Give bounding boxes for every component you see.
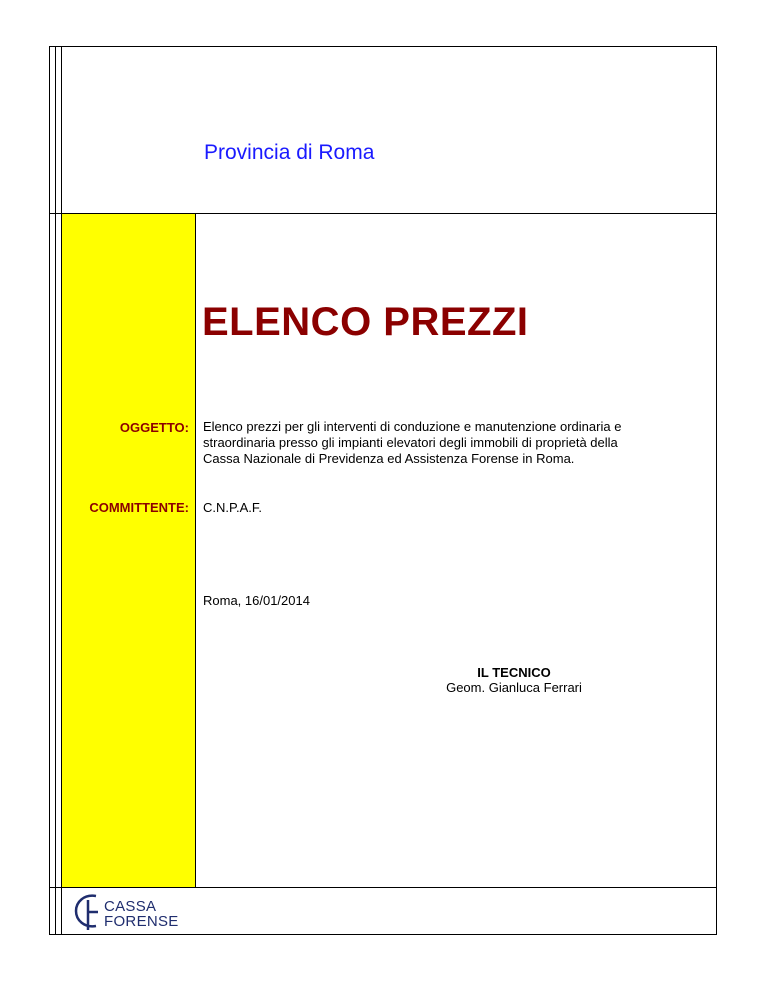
oggetto-line: Cassa Nazionale di Previdenza ed Assistenza Forense in Roma.: [203, 451, 575, 466]
signature-title: IL TECNICO: [477, 665, 551, 680]
frame-double-line: [55, 46, 56, 935]
document-title: ELENCO PREZZI: [202, 300, 529, 344]
oggetto-line: Elenco prezzi per gli interventi di conduzione e manutenzione ordinaria e: [203, 419, 622, 434]
oggetto-text: [203, 419, 713, 467]
oggetto-label: OGGETTO:: [119, 420, 189, 435]
logo-text-line1: CASSA: [104, 898, 157, 915]
oggetto-line: straordinaria presso gli impianti elevatori degli immobili di proprietà della: [203, 435, 618, 450]
signature-name: Geom. Gianluca Ferrari: [446, 680, 582, 695]
committente-value: C.N.P.A.F.: [203, 500, 263, 515]
yellow-sidebar: [62, 214, 195, 887]
sidebar-border: [195, 214, 196, 887]
document-date: Roma, 16/01/2014: [203, 593, 310, 608]
province-header: Provincia di Roma: [204, 141, 375, 164]
footer-divider: [49, 887, 717, 888]
logo-text-line2: FORENSE: [104, 913, 179, 930]
committente-label: COMMITTENTE:: [89, 500, 189, 515]
